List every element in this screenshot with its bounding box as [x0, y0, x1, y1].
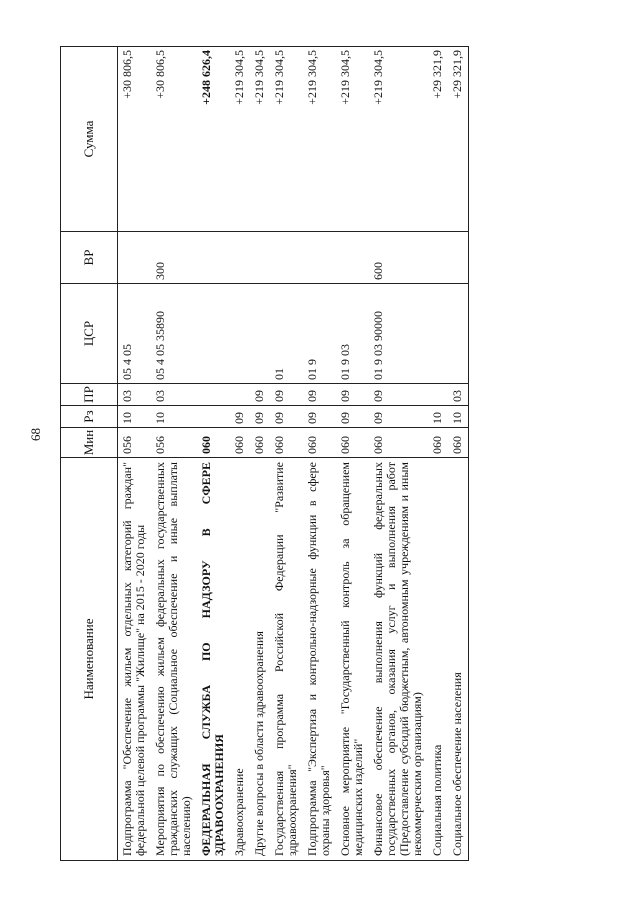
cell-csr	[448, 284, 469, 384]
table-row	[270, 47, 303, 861]
header-sum: Сумма	[61, 47, 118, 232]
cell-vr	[270, 232, 303, 284]
cell-rz: 10	[448, 406, 469, 428]
cell-csr: 01 9 03 90000	[369, 284, 428, 384]
cell-name: Подпрограмма "Обеспечение жильем отдельных категорий граждан" федеральной целевой программы "Жилище" на 2015 - 2020 годы	[118, 458, 152, 861]
page-number: 68	[28, 428, 43, 441]
cell-name: Государственная программа Российской Федерации "Развитие здравоохранения"	[270, 458, 303, 861]
cell-name: Социальное обеспечение населения	[448, 458, 469, 861]
cell-pr: 03	[118, 384, 152, 406]
cell-name: ФЕДЕРАЛЬНАЯ СЛУЖБА ПО НАДЗОРУ В СФЕРЕ ЗДРАВООХРАНЕНИЯ	[197, 458, 230, 861]
cell-min: 060	[448, 428, 469, 458]
cell-rz: 09	[336, 406, 369, 428]
table-row	[151, 47, 197, 861]
cell-rz: 10	[428, 406, 448, 428]
cell-min: 060	[270, 428, 303, 458]
cell-name: Социальная политика	[428, 458, 448, 861]
table-row	[369, 47, 428, 861]
header-row	[61, 47, 118, 861]
table-row	[303, 47, 336, 861]
cell-csr: 05 4 05 35890	[151, 284, 197, 384]
header-name: Наименование	[61, 458, 118, 861]
cell-vr	[197, 232, 230, 284]
header-vr: ВР	[61, 232, 118, 284]
header-min: Мин	[61, 428, 118, 458]
cell-sum: +29 321,9	[448, 47, 469, 232]
cell-vr: 600	[369, 232, 428, 284]
cell-rz: 09	[270, 406, 303, 428]
cell-csr: 01	[270, 284, 303, 384]
table-row	[197, 47, 230, 861]
cell-sum: +248 626,4	[197, 47, 230, 232]
rotated-table-container	[60, 47, 600, 861]
cell-pr: 09	[369, 384, 428, 406]
cell-min: 060	[250, 428, 270, 458]
cell-rz: 09	[303, 406, 336, 428]
cell-name: Другие вопросы в области здравоохранения	[250, 458, 270, 861]
cell-sum: +219 304,5	[230, 47, 250, 232]
cell-csr: 01 9	[303, 284, 336, 384]
cell-name: Финансовое обеспечение выполнения функций федеральных государственных органов, оказания услуг и выполнения работ (Предоставление субсидий бюджетным, автономным учреждениям и иным некоммерческим организациям)	[369, 458, 428, 861]
cell-vr	[303, 232, 336, 284]
cell-min: 056	[151, 428, 197, 458]
cell-min: 060	[369, 428, 428, 458]
cell-csr	[428, 284, 448, 384]
cell-min: 060	[197, 428, 230, 458]
cell-rz: 10	[118, 406, 152, 428]
cell-vr	[230, 232, 250, 284]
cell-csr: 01 9 03	[336, 284, 369, 384]
cell-name: Основное мероприятие "Государственный контроль за обращением медицинских изделий"	[336, 458, 369, 861]
cell-rz	[197, 406, 230, 428]
table-row	[428, 47, 448, 861]
cell-vr	[250, 232, 270, 284]
cell-csr	[230, 284, 250, 384]
cell-pr: 09	[336, 384, 369, 406]
cell-vr	[118, 232, 152, 284]
cell-vr	[336, 232, 369, 284]
cell-csr	[250, 284, 270, 384]
cell-rz: 09	[230, 406, 250, 428]
cell-sum: +219 304,5	[250, 47, 270, 232]
cell-rz: 10	[151, 406, 197, 428]
cell-sum: +219 304,5	[303, 47, 336, 232]
cell-csr: 05 4 05	[118, 284, 152, 384]
cell-name: Подпрограмма "Экспертиза и контрольно-надзорные функции в сфере охраны здоровья"	[303, 458, 336, 861]
cell-rz: 09	[250, 406, 270, 428]
cell-vr: 300	[151, 232, 197, 284]
cell-csr	[197, 284, 230, 384]
cell-sum: +219 304,5	[369, 47, 428, 232]
cell-sum: +30 806,5	[118, 47, 152, 232]
cell-name: Здравоохранение	[230, 458, 250, 861]
cell-min: 056	[118, 428, 152, 458]
cell-name: Мероприятия по обеспечению жильем федеральных государственных гражданских служащих (Социальное обеспечение и иные выплаты населению)	[151, 458, 197, 861]
cell-min: 060	[230, 428, 250, 458]
table-row	[230, 47, 250, 861]
table-row	[336, 47, 369, 861]
cell-pr: 09	[303, 384, 336, 406]
table-row	[250, 47, 270, 861]
header-csr: ЦСР	[61, 284, 118, 384]
cell-pr: 03	[448, 384, 469, 406]
cell-pr	[197, 384, 230, 406]
table-row	[118, 47, 152, 861]
cell-min: 060	[303, 428, 336, 458]
cell-vr	[428, 232, 448, 284]
cell-sum: +30 806,5	[151, 47, 197, 232]
header-pr: ПР	[61, 384, 118, 406]
cell-sum: +219 304,5	[270, 47, 303, 232]
cell-min: 060	[428, 428, 448, 458]
cell-pr: 09	[250, 384, 270, 406]
cell-sum: +29 321,9	[428, 47, 448, 232]
cell-vr	[448, 232, 469, 284]
table-row	[448, 47, 469, 861]
header-rz: Рз	[61, 406, 118, 428]
cell-pr	[230, 384, 250, 406]
cell-pr: 09	[270, 384, 303, 406]
budget-table	[60, 46, 469, 861]
cell-rz: 09	[369, 406, 428, 428]
cell-sum: +219 304,5	[336, 47, 369, 232]
cell-min: 060	[336, 428, 369, 458]
table-body	[118, 47, 469, 861]
cell-pr: 03	[151, 384, 197, 406]
cell-pr	[428, 384, 448, 406]
